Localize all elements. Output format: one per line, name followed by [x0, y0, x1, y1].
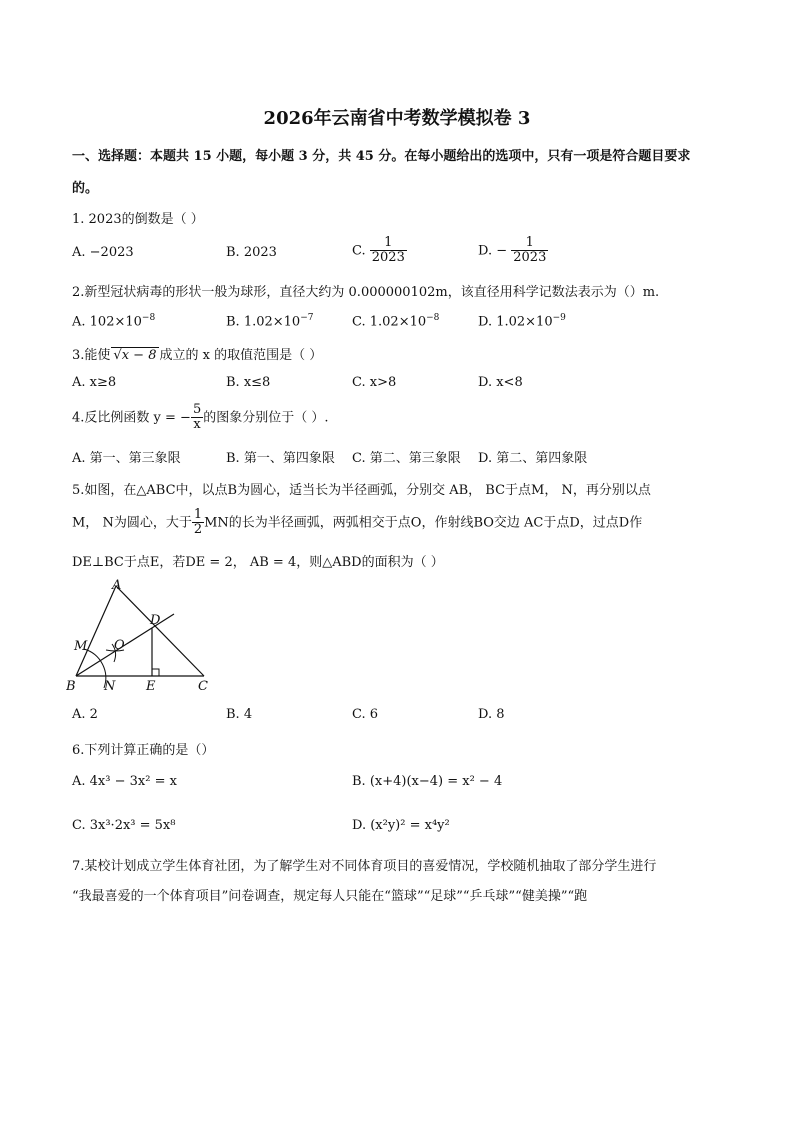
q1-option-c — [352, 236, 407, 266]
q1-d-denominator: 2023 — [513, 250, 547, 266]
q2-c-exp: −8 — [426, 313, 440, 323]
q5-option-c: C. 6 — [352, 707, 379, 722]
segment-ac — [116, 586, 204, 676]
label-b: B — [66, 679, 76, 694]
question-2-stem: 2.新型冠状病毒的形状一般为球形，直径大约为 0.000000102m，该直径用科学记数法表示为（）m. — [72, 285, 660, 300]
q4-stem-post: 的图象分别位于（ ）. — [203, 410, 329, 426]
q5-triangle-figure — [66, 576, 226, 696]
q3-radical: √x − 8 — [111, 347, 159, 363]
q3-option-b: B. x≤8 — [226, 375, 271, 390]
q2-d-exp: −9 — [552, 313, 566, 323]
q5-half-fraction — [192, 508, 204, 538]
q1-option-c-fraction — [370, 236, 407, 266]
q5-line2-pre: M， N为圆心，大于 — [72, 515, 192, 531]
q1-c-numerator: 1 — [370, 236, 407, 251]
q1-option-a: A. −2023 — [72, 245, 134, 260]
q1-option-d-fraction — [511, 236, 548, 266]
q6-option-d: D. (x²y)² = x⁴y² — [352, 818, 450, 833]
q5-half-den: 2 — [193, 522, 203, 538]
q4-stem-pre: 4.反比例函数 y = − — [72, 410, 191, 426]
q1-option-c-prefix: C. — [352, 243, 366, 259]
q4-option-a: A. 第一、第三象限 — [72, 451, 181, 466]
q4-fraction — [191, 403, 203, 433]
page-title: 2026年云南省中考数学模拟卷 3 — [263, 108, 531, 129]
q6-option-b: B. (x+4)(x−4) = x² − 4 — [352, 774, 503, 789]
q3-radicand: x − 8 — [121, 348, 157, 363]
label-d: D — [150, 613, 161, 628]
q4-option-d: D. 第二、第四象限 — [478, 451, 588, 466]
question-6-stem: 6.下列计算正确的是（） — [72, 743, 215, 758]
q4-numerator: 5 — [192, 402, 202, 417]
question-5-line-2 — [72, 508, 642, 538]
q2-b-base: B. 1.02×10 — [226, 314, 301, 330]
q1-option-d-prefix: D. − — [478, 243, 508, 259]
question-7-line-2: “我最喜爱的一个体育项目”问卷调查，规定每人只能在“篮球”“足球”“乒乓球”“健美操”“跑 — [72, 889, 588, 904]
q2-d-base: D. 1.02×10 — [478, 314, 553, 330]
q3-option-d: D. x<8 — [478, 375, 523, 390]
q1-option-d — [478, 236, 548, 266]
q3-stem-pre: 3.能使 — [72, 348, 111, 363]
q4-option-b: B. 第一、第四象限 — [226, 451, 335, 466]
label-e: E — [146, 679, 156, 694]
q4-option-c: C. 第二、第三象限 — [352, 451, 461, 466]
question-1-stem: 1. 2023的倒数是（ ） — [72, 212, 204, 227]
q5-option-b: B. 4 — [226, 707, 253, 722]
section-heading-cont: 的。 — [72, 181, 99, 196]
question-5-line-3: DE⊥BC于点E，若DE = 2， AB = 4，则△ABD的面积为（ ） — [72, 555, 444, 570]
question-5-line-1: 5.如图，在△ABC中，以点B为圆心，适当长为半径画弧，分别交 AB， BC于点M， N，再分别以点 — [72, 483, 651, 498]
q2-option-b — [226, 313, 313, 329]
q2-option-a — [72, 313, 155, 329]
segment-ab — [76, 586, 116, 676]
label-m: M — [74, 639, 88, 654]
label-n: N — [104, 679, 116, 694]
question-4-stem — [72, 403, 328, 433]
q4-denominator: x — [193, 417, 201, 433]
q1-c-denominator: 2023 — [371, 250, 405, 266]
q2-c-base: C. 1.02×10 — [352, 314, 427, 330]
q2-a-exp: −8 — [141, 313, 156, 323]
q3-option-c: C. x>8 — [352, 375, 397, 390]
label-a: A — [112, 578, 122, 593]
label-c: C — [198, 679, 208, 694]
question-3-stem — [72, 344, 322, 363]
q2-a-base: A. 102×10 — [72, 314, 142, 330]
section-heading: 一、选择题：本题共 15 小题，每小题 3 分，共 45 分。在每小题给出的选项中，只有一项是符合题目要求 — [72, 149, 691, 164]
q2-option-c — [352, 313, 439, 329]
q1-d-numerator: 1 — [511, 236, 548, 251]
q3-option-a: A. x≥8 — [72, 375, 117, 390]
q5-option-a: A. 2 — [72, 707, 98, 722]
right-angle-mark — [152, 669, 159, 676]
q5-half-num: 1 — [193, 507, 203, 522]
q2-b-exp: −7 — [300, 313, 314, 323]
q3-stem-post: 成立的 x 的取值范围是（ ） — [159, 348, 323, 363]
label-o: O — [114, 638, 125, 653]
q1-option-b: B. 2023 — [226, 245, 277, 260]
q5-line2-post: MN的长为半径画弧，两弧相交于点O，作射线BO交边 AC于点D，过点D作 — [204, 515, 643, 531]
question-7-line-1: 7.某校计划成立学生体育社团，为了解学生对不同体育项目的喜爱情况，学校随机抽取了部分学生进行 — [72, 859, 657, 874]
q6-option-c: C. 3x³·2x³ = 5x⁸ — [72, 818, 176, 833]
q2-option-d — [478, 313, 566, 329]
q5-option-d: D. 8 — [478, 707, 505, 722]
q6-option-a: A. 4x³ − 3x² = x — [72, 774, 177, 789]
